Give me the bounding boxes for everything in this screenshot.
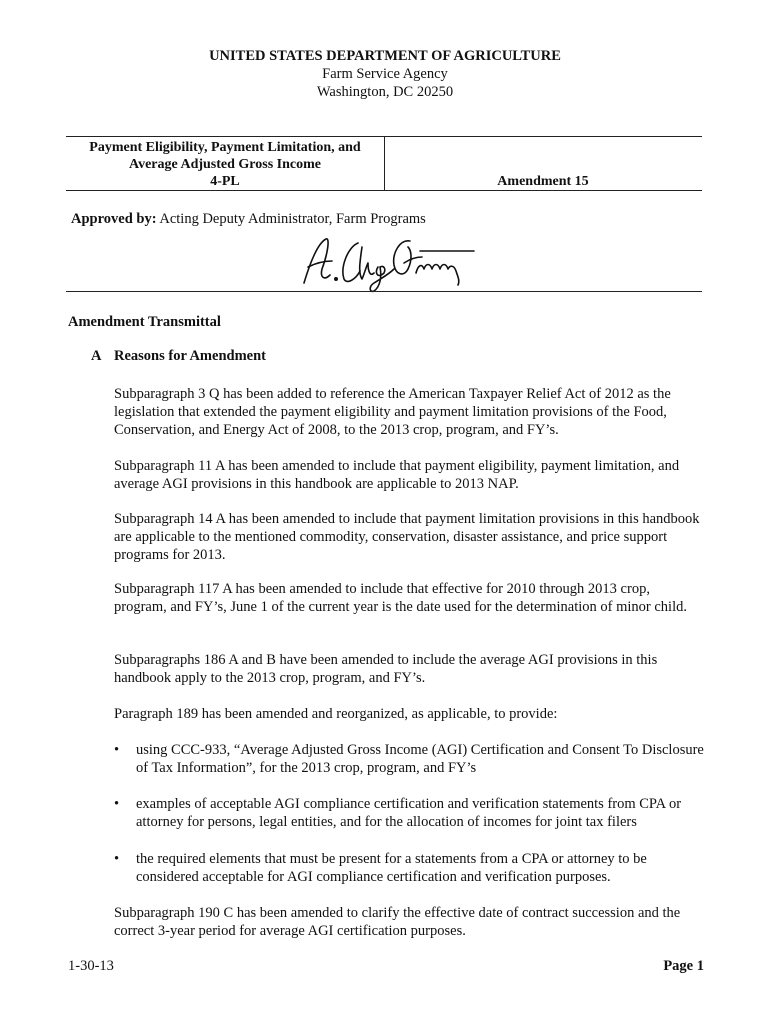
bullet-item: the required elements that must be present for a statements from a CPA or attorney to be considered acceptable for AGI compliance certification and verification purposes. xyxy=(136,851,647,885)
handbook-title-line1: Payment Eligibility, Payment Limitation, and xyxy=(89,140,361,155)
handbook-title-line2: Average Adjusted Gross Income xyxy=(129,157,321,172)
footer-date: 1-30-13 xyxy=(68,958,114,974)
bullet-icon: • xyxy=(114,796,120,812)
agency-address: Washington, DC 20250 xyxy=(316,84,454,100)
approval-line xyxy=(71,210,426,228)
handwritten-signature xyxy=(300,233,480,293)
amendment-number: Amendment 15 xyxy=(497,174,589,189)
approved-by-label: Approved by: xyxy=(71,211,157,227)
paragraph: Paragraph 189 has been amended and reorganized, as applicable, to provide: xyxy=(114,706,558,722)
paragraph: Subparagraphs 186 A and B have been amended to include the average AGI provisions in this handbook apply to the 2013 crop, program, and FY’s. xyxy=(114,652,658,686)
title-box-bottom-rule xyxy=(66,190,702,191)
handbook-code: 4-PL xyxy=(210,174,240,189)
bullet-icon: • xyxy=(114,851,120,867)
approver-title: Acting Deputy Administrator, Farm Programs xyxy=(159,211,426,227)
section-title: Reasons for Amendment xyxy=(114,348,266,364)
closing-paragraph: Subparagraph 190 C has been amended to clarify the effective date of contract succession and the correct 3-year period for average AGI certification purposes. xyxy=(114,905,681,939)
transmittal-title: Amendment Transmittal xyxy=(68,314,221,330)
bullet-item: using CCC-933, “Average Adjusted Gross Income (AGI) Certification and Consent To Disclosure of Tax Information”, for the 2013 crop, program, and FY’s xyxy=(136,742,704,776)
bullet-item: examples of acceptable AGI compliance certification and verification statements from CPA or attorney for persons, legal entities, and for the allocation of incomes for joint tax filers xyxy=(136,796,682,830)
paragraph: Subparagraph 117 A has been amended to include that effective for 2010 through 2013 crop, program, and FY’s, June 1 of the current year is the date used for the determination of minor child. xyxy=(114,581,687,615)
handbook-title xyxy=(66,139,384,190)
paragraph: Subparagraph 14 A has been amended to include that payment limitation provisions in this handbook are applicable to the mentioned commodity, conservation, disaster assistance, and price support programs for 2013. xyxy=(114,511,700,563)
signature-rule xyxy=(66,291,702,292)
paragraph: Subparagraph 3 Q has been added to reference the American Taxpayer Relief Act of 2012 as the legislation that extended the payment eligibility and payment limitation provisions of the Food, Conservation, and Energy Act of 2008, to the 2013 crop, program, and FY’s. xyxy=(114,386,671,438)
page-number: Page 1 xyxy=(663,958,704,974)
agency-heading: UNITED STATES DEPARTMENT OF AGRICULTURE xyxy=(209,48,561,64)
sub-agency-heading: Farm Service Agency xyxy=(322,66,448,82)
paragraph: Subparagraph 11 A has been amended to include that payment eligibility, payment limitation, and average AGI provisions in this handbook are applicable to 2013 NAP. xyxy=(114,458,680,492)
bullet-icon: • xyxy=(114,742,120,758)
section-letter: A xyxy=(91,348,102,364)
